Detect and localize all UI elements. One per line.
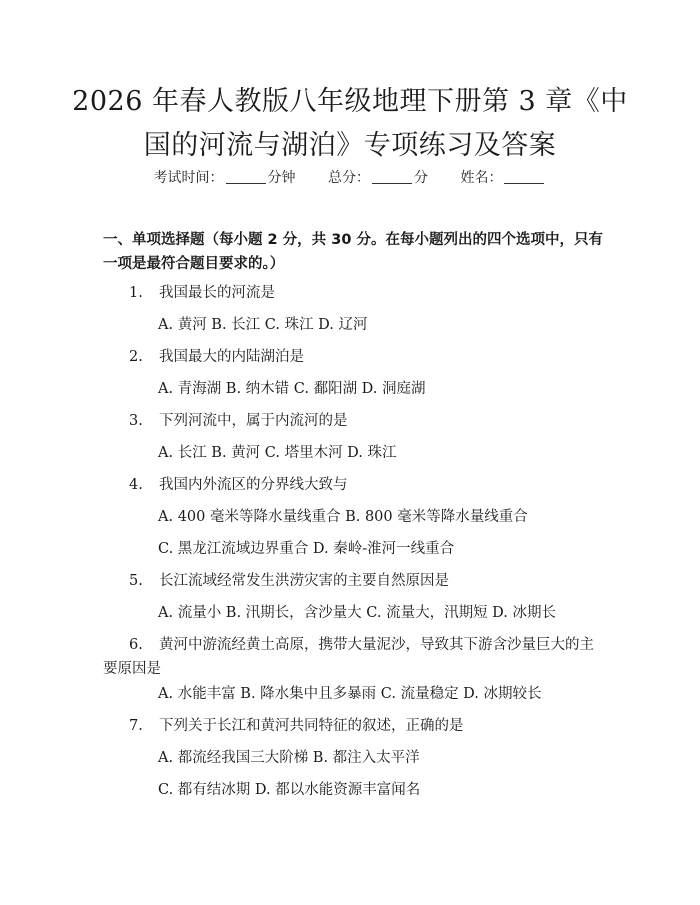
question-2 [103, 345, 603, 369]
exam-name-blank [504, 169, 544, 184]
question-1-options: A. 黄河 B. 长江 C. 珠江 D. 辽河 [158, 317, 368, 333]
question-text: 下列河流中，属于内流河的是 [159, 413, 348, 429]
question-2-options: A. 青海湖 B. 纳木错 C. 鄱阳湖 D. 洞庭湖 [158, 381, 426, 397]
question-text: 我国内外流区的分界线大致与 [159, 477, 348, 493]
question-1 [103, 281, 603, 305]
exam-name-label: 姓名： [460, 170, 503, 186]
question-number: 5. [129, 573, 143, 589]
question-text: 下列关于长江和黄河共同特征的叙述，正确的是 [159, 718, 464, 734]
question-text: 我国最大的内陆湖泊是 [159, 349, 304, 365]
exam-time-blank [226, 169, 266, 184]
question-5 [103, 569, 603, 593]
exam-time-unit: 分钟 [267, 170, 296, 186]
question-number: 2. [129, 349, 143, 365]
question-text: 长江流域经常发生洪涝灾害的主要自然原因是 [159, 573, 449, 589]
question-7 [103, 714, 603, 738]
exam-score-unit: 分 [414, 170, 428, 186]
exam-time [154, 168, 296, 188]
question-text: 我国最长的河流是 [159, 285, 275, 301]
question-number: 6. [129, 637, 143, 653]
exam-score-blank [372, 169, 412, 184]
question-number: 1. [129, 285, 143, 301]
question-number: 7. [129, 718, 143, 734]
question-3 [103, 409, 603, 433]
question-3-options: A. 长江 B. 黄河 C. 塔里木河 D. 珠江 [158, 445, 397, 461]
question-6 [103, 633, 603, 681]
question-6-options: A. 水能丰富 B. 降水集中且多暴雨 C. 流量稳定 D. 冰期较长 [158, 686, 542, 702]
question-5-options: A. 流量小 B. 汛期长，含沙量大 C. 流量大，汛期短 D. 冰期长 [158, 605, 557, 621]
exam-score-label: 总分： [328, 170, 370, 186]
question-4-options-ab: A. 400 毫米等降水量线重合 B. 800 毫米等降水量线重合 [158, 509, 528, 525]
section-heading: 一、单项选择题（每小题 2 分，共 30 分。在每小题列出的四个选项中，只有一项是最符合题目要求的。） [103, 232, 603, 272]
question-text: 黄河中游流经黄土高原，携带大量泥沙，导致其下游含沙量巨大的主要原因是 [103, 637, 594, 677]
question-4-options-cd: C. 黑龙江流域边界重合 D. 秦岭-淮河一线重合 [158, 541, 455, 557]
question-4 [103, 473, 603, 497]
question-7-options-ab: A. 都流经我国三大阶梯 B. 都注入太平洋 [158, 750, 420, 766]
exam-info [0, 168, 700, 188]
exam-time-label: 考试时间： [153, 170, 224, 186]
exam-name [460, 168, 546, 188]
question-7-options-cd: C. 都有结冰期 D. 都以水能资源丰富闻名 [158, 782, 421, 798]
title-line-1: 2026 年春人教版八年级地理下册第 3 章《中 [72, 86, 628, 117]
question-number: 4. [129, 477, 143, 493]
document-title [60, 80, 640, 168]
exam-score [328, 168, 428, 188]
title-line-2: 国的河流与湖泊》专项练习及答案 [143, 130, 557, 161]
question-number: 3. [129, 413, 143, 429]
